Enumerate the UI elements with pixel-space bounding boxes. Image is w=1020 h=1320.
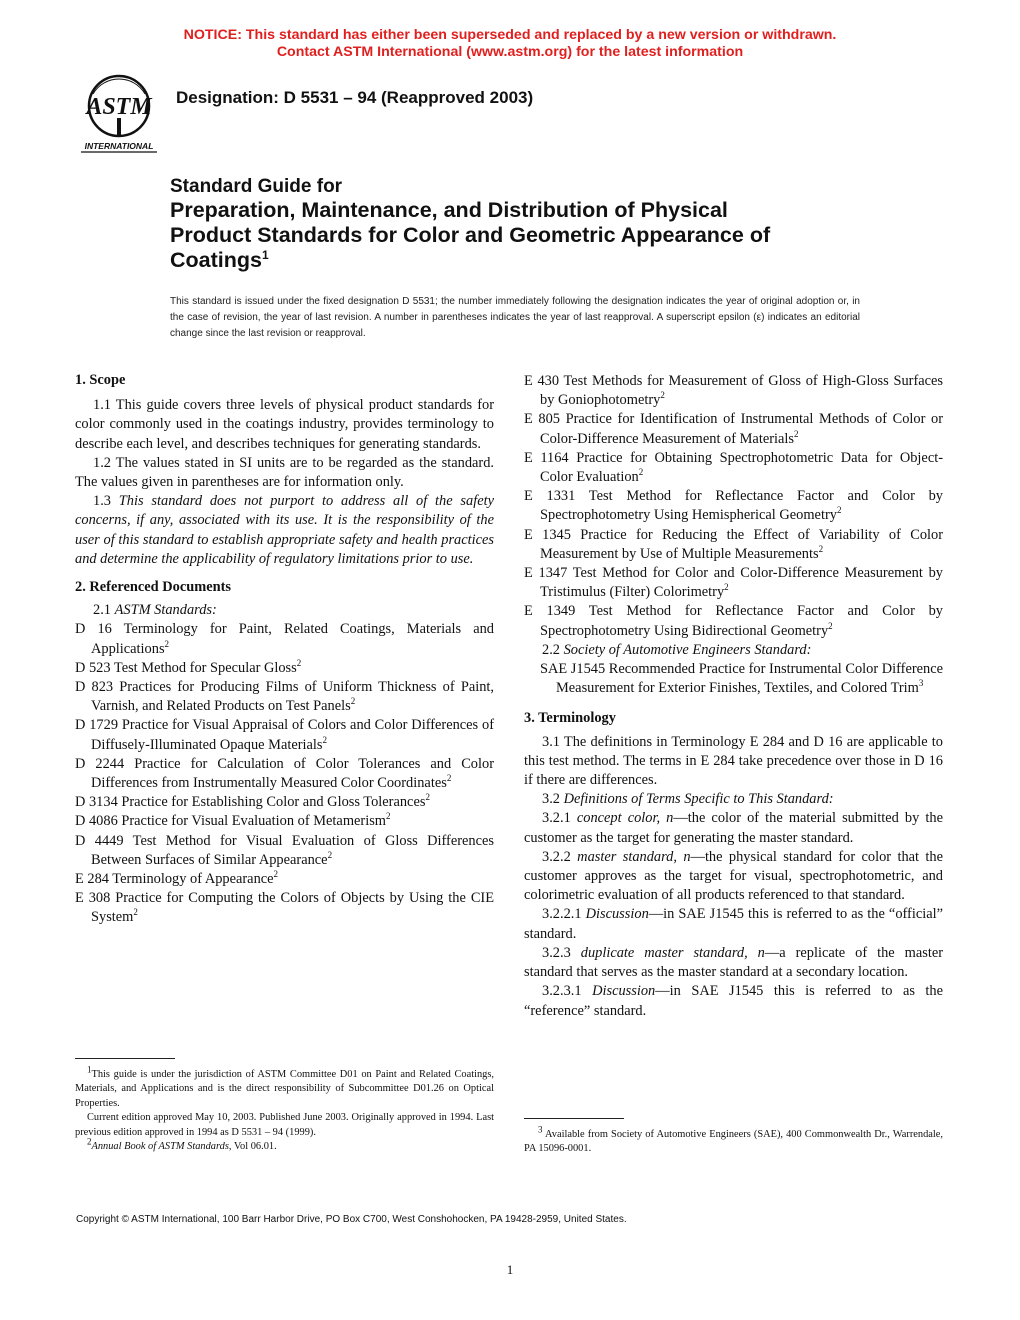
ref-e1349-text: E 1349 Test Method for Reflectance Factor and Color by Spectrophotometry Using Bidirectional Geometry — [524, 603, 943, 639]
ref-d1729 — [75, 716, 494, 754]
page-number: 1 — [506, 1262, 514, 1277]
ref-d523 — [75, 659, 494, 678]
footnote-mark: 2 — [818, 544, 824, 555]
paragraph-3-2-3-1-num: 3.2.3.1 — [542, 983, 593, 1000]
ref-d4449 — [75, 832, 494, 870]
footnote-3 — [524, 1124, 943, 1157]
footnote-mark: 2 — [446, 773, 452, 784]
footnote-mark: 2 — [793, 428, 799, 439]
title-line-1: Preparation, Maintenance, and Distribution of Physical — [170, 198, 728, 222]
title-line-3-text: Coatings — [170, 248, 262, 272]
issued-note: This standard is issued under the fixed designation D 5531; the number immediately following the designation indicates the year of original adoption or, in the case of revision, the year of last revision. A number in parentheses indicates the year of last reapproval. A superscript epsilon (ε) indicates an editorial change since the last revision or reapproval. — [170, 296, 860, 339]
paragraph-3-2-1 — [524, 809, 943, 847]
paragraph-3-1: 3.1 The definitions in Terminology E 284 and D 16 are applicable to this test method. The terms in E 284 take precedence over those in D 16 if there are differences. — [524, 733, 943, 789]
paragraph-3-2-2-num: 3.2.2 — [542, 848, 578, 865]
footnote-3-mark: 3 — [538, 1124, 543, 1135]
footnote-mark: 2 — [133, 907, 138, 918]
term-duplicate-master-standard: duplicate master standard, n — [580, 944, 765, 961]
ref-e1347-text: E 1347 Test Method for Color and Color-Difference Measurement by Tristimulus (Filter) Colorimetry — [524, 565, 943, 601]
paragraph-3-2-3 — [524, 944, 943, 982]
section-2-heading: 2. Referenced Documents — [75, 579, 231, 596]
paragraph-3-2-2-text: —the physical standard for color that the customer approves as the target for visual, spectrophotometric, and colorimetric evaluation of all products referenced to that standard. — [524, 848, 943, 904]
paragraph-1-3 — [75, 492, 494, 569]
ref-d1729-text: D 1729 Practice for Visual Appraisal of Colors and Color Differences of Diffusely-Illuminated Opaque Materials — [75, 717, 494, 753]
footnote-mark: 2 — [327, 850, 333, 861]
notice-line-2: Contact ASTM International (www.astm.org) for the latest information — [276, 44, 744, 60]
footnote-mark: 2 — [660, 390, 665, 401]
paragraph-3-2-1-text: —the color of the material submitted by the customer as the target for generating the master standard. — [524, 810, 943, 846]
footnote-mark: 2 — [273, 869, 279, 880]
footnote-2 — [75, 1136, 494, 1154]
ref-e805 — [524, 410, 943, 448]
paragraph-3-2-3-text: —a replicate of the master standard that serves as the master standard at a secondary location. — [524, 944, 943, 981]
footnote-1-text: This guide is under the jurisdiction of ASTM Committee D01 on Paint and Related Coatings, Materials, and Applications and is the direct responsibility of Subcommittee D01.26 on Optical Properties. — [75, 1069, 494, 1109]
designation: Designation: D 5531 – 94 (Reapproved 2003) — [176, 88, 534, 107]
paragraph-3-2-2-1-text: —in SAE J1545 this is referred to as the “official” standard. — [524, 906, 943, 942]
paragraph-1-3-num: 1.3 — [93, 493, 119, 510]
footnote-2-tail: , Vol 06.01. — [228, 1141, 277, 1153]
paragraph-2-1-num: 2.1 — [93, 602, 115, 619]
ref-e308 — [75, 889, 494, 927]
paragraph-2-2-num: 2.2 — [542, 641, 564, 658]
footnote-rule-right — [524, 1118, 624, 1119]
ref-e430-text: E 430 Test Methods for Measurement of Gloss of High-Gloss Surfaces by Goniophotometry — [524, 373, 943, 409]
ref-e284 — [75, 870, 494, 889]
paragraph-3-2-3-1-text: —in SAE J1545 this is referred to as the “reference” standard. — [524, 983, 943, 1019]
ref-e1164-text: E 1164 Practice for Obtaining Spectrophotometric Data for Object-Color Evaluation — [524, 449, 943, 486]
paragraph-3-2-text: Definitions of Terms Specific to This Standard: — [563, 791, 834, 808]
ref-e284-text: E 284 Terminology of Appearance — [75, 871, 274, 888]
paragraph-2-2-text: Society of Automotive Engineers Standard: — [563, 641, 812, 658]
copyright-line: Copyright © ASTM International, 100 Barr Harbor Drive, PO Box C700, West Conshohocken, PA 19428-2959, United States. — [76, 1214, 627, 1225]
title-footnote-mark: 1 — [261, 247, 269, 262]
right-column — [524, 372, 943, 1021]
footnote-mark: 2 — [164, 638, 170, 649]
paragraph-3-2-3-num: 3.2.3 — [542, 944, 581, 961]
ref-d4449-text: D 4449 Test Method for Visual Evaluation of Gloss Differences Between Surfaces of Similar Appearance — [75, 832, 494, 868]
astm-logo — [75, 72, 163, 154]
footnote-2-title: Annual Book of ASTM Standards — [91, 1141, 229, 1153]
ref-d2244-text: D 2244 Practice for Calculation of Color Tolerances and Color Differences from Instrumentally Measured Color Coordinates — [75, 755, 494, 792]
notice-line-1: NOTICE: This standard has either been superseded and replaced by a new version or withdrawn. — [183, 27, 837, 43]
ref-d523-text: D 523 Test Method for Specular Gloss — [75, 659, 297, 676]
discussion-label: Discussion — [592, 983, 656, 1000]
paragraph-3-2-3-1 — [524, 982, 943, 1020]
term-master-standard: master standard, n — [577, 848, 691, 865]
title-line-2: Product Standards for Color and Geometric Appearance of — [170, 223, 771, 247]
section-1-heading: 1. Scope — [75, 372, 126, 388]
paragraph-2-1-text: ASTM Standards: — [114, 602, 217, 619]
paragraph-2-1 — [75, 601, 494, 620]
title-prefix: Standard Guide for — [170, 176, 343, 197]
ref-e308-text: E 308 Practice for Computing the Colors of Objects by Using the CIE System — [75, 890, 494, 926]
ref-d4086-text: D 4086 Practice for Visual Evaluation of Metamerism — [75, 813, 386, 830]
footnotes-right — [524, 1124, 943, 1157]
ref-e1349 — [524, 602, 943, 640]
paragraph-1-1: 1.1 This guide covers three levels of physical product standards for color commonly used in the coatings industry, provides terminology to describe each level, and describes techniques for generating standards. — [75, 397, 494, 452]
footnote-mark: 2 — [322, 734, 328, 745]
ref-e1331 — [524, 487, 943, 525]
paragraph-3-2-1-num: 3.2.1 — [542, 810, 577, 827]
ref-sae-j1545 — [524, 660, 943, 698]
ref-sae-j1545-text: SAE J1545 Recommended Practice for Instrumental Color Difference Measurement for Exterior Finishes, Textiles, and Colored Trim — [540, 661, 943, 697]
section-3-heading: 3. Terminology — [524, 710, 616, 727]
paragraph-1-2: 1.2 The values stated in SI units are to be regarded as the standard. The values given in parentheses are for information only. — [75, 454, 494, 491]
footnote-3-text: Available from Society of Automotive Engineers (SAE), 400 Commonwealth Dr., Warrendale, PA 15096-0001. — [524, 1129, 943, 1155]
term-concept-color: concept color, n — [576, 810, 674, 827]
paragraph-2-2 — [524, 641, 943, 660]
paragraph-3-2-2 — [524, 848, 943, 906]
footnotes-left — [75, 1064, 494, 1154]
ref-d823-text: D 823 Practices for Producing Films of Uniform Thickness of Paint, Varnish, and Related Products on Test Panels — [75, 679, 494, 715]
footnote-1-mark: 1 — [87, 1064, 92, 1075]
left-column — [75, 371, 494, 928]
footnote-2-mark: 2 — [87, 1136, 92, 1147]
footnote-mark: 2 — [828, 620, 833, 631]
footnote-mark: 2 — [386, 811, 391, 822]
footnote-mark: 2 — [350, 696, 356, 707]
footnote-mark: 2 — [724, 582, 729, 593]
discussion-label: Discussion — [585, 906, 649, 923]
ref-d16 — [75, 620, 494, 658]
footnote-1 — [75, 1064, 494, 1111]
ref-d3134-text: D 3134 Practice for Establishing Color and Gloss Tolerances — [75, 794, 426, 811]
ref-d3134 — [75, 793, 494, 812]
ref-d4086 — [75, 812, 494, 831]
document-title — [170, 176, 870, 273]
paragraph-1-3-text: This standard does not purport to address all of the safety concerns, if any, associated with its use. It is the responsibility of the user of this standard to establish appropriate safety and health practices and determine the applicability of regulatory limitations prior to use. — [75, 493, 494, 567]
ref-e1347 — [524, 564, 943, 602]
title-line-3 — [170, 248, 870, 273]
logo-subtext: INTERNATIONAL — [84, 141, 154, 151]
footnote-1b: Current edition approved May 10, 2003. Published June 2003. Originally approved in 1994. Last previous edition approved in 1994 as D 5531 – 94 (1999). — [75, 1112, 494, 1138]
ref-d823 — [75, 678, 494, 716]
paragraph-3-2-2-1-num: 3.2.2.1 — [542, 906, 586, 923]
ref-e1345 — [524, 526, 943, 564]
footnote-mark: 2 — [638, 467, 644, 478]
ref-e805-text: E 805 Practice for Identification of Instrumental Methods of Color or Color-Difference Measurement of Materials — [524, 411, 943, 447]
paragraph-3-2-2-1 — [524, 905, 943, 943]
footnote-mark: 2 — [836, 505, 842, 516]
footnote-mark: 2 — [425, 792, 430, 803]
ref-d2244 — [75, 755, 494, 793]
paragraph-3-2-num: 3.2 — [542, 791, 564, 808]
ref-e1345-text: E 1345 Practice for Reducing the Effect of Variability of Color Measurement by Use of Multiple Measurements — [524, 526, 943, 562]
ref-e430 — [524, 372, 943, 410]
ref-e1331-text: E 1331 Test Method for Reflectance Factor and Color by Spectrophotometry Using Hemispherical Geometry — [524, 488, 943, 524]
withdrawal-notice — [0, 27, 1020, 61]
ref-e1164 — [524, 449, 943, 487]
ref-d16-text: D 16 Terminology for Paint, Related Coatings, Materials and Applications — [75, 621, 494, 657]
footnote-mark: 2 — [296, 658, 302, 669]
paragraph-3-2 — [524, 790, 943, 809]
logo-mark: ASTM — [86, 94, 152, 120]
footnote-rule-left — [75, 1058, 175, 1059]
footnote-mark: 3 — [918, 678, 924, 689]
